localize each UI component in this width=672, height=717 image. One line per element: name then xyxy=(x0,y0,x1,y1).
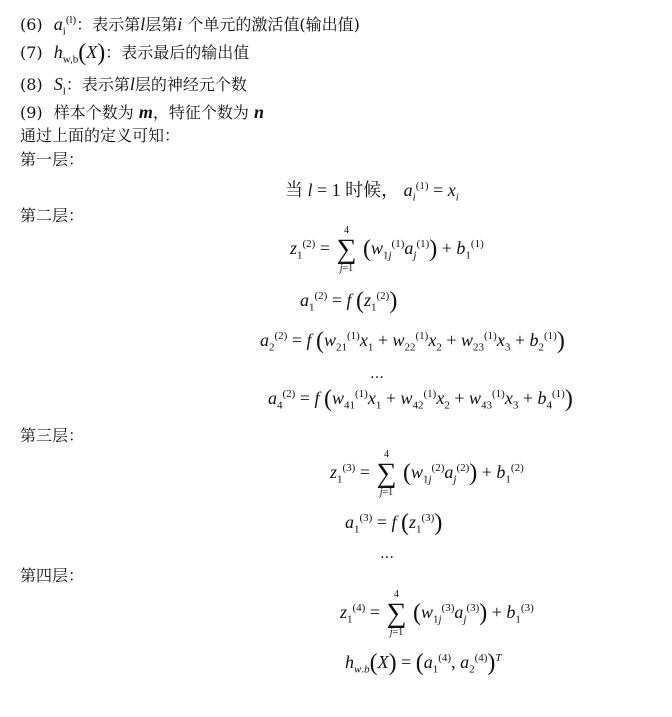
definition-6 xyxy=(20,10,360,42)
definition-number: (8) xyxy=(20,75,43,94)
definition-text: ：表示第l层的神经元个数 xyxy=(65,74,247,94)
layer4-heading: 第四层： xyxy=(20,566,85,585)
layer4-z1-equation: $z_1^{(4)}$ = 4 ∑ j=1 $(w_{1j}^{(3)}a_j^{(3)}) + b_1^{(3)}$ xyxy=(340,589,534,638)
activation-symbol: $a_i^{(l)}$ xyxy=(53,14,77,38)
layer1-heading: 第一层： xyxy=(20,150,85,169)
layer2-heading: 第二层： xyxy=(20,206,85,225)
layer2-z1-equation: $z_1^{(2)}$ = 4 ∑ j=1 $(w_{1j}^{(1)}a_j^{(1)}) + b_1^{(1)}$ xyxy=(290,225,484,274)
layer3-a1-equation: $a_1^{(3)} = f$ $(z_1^{(3)})$ xyxy=(345,510,443,536)
definition-number: (7) xyxy=(20,43,43,62)
layer2-a2-equation: $a_2^{(2)} = f$ $(w_{21}^{(1)}x_1 + w_{22}^{(1)}x_2 + w_{23}^{(1)}x_3 + b_2^{(1)})$ xyxy=(260,328,565,354)
sum-symbol: 4 ∑ j=1 xyxy=(376,449,397,498)
layer1-equation: 当 l = 1 时候， $a_i^{(1)} = x_i$ xyxy=(285,180,459,204)
layer2-a1-equation: $a_1^{(2)} = f$ $(z_1^{(2)})$ xyxy=(300,288,398,314)
layer3-z1-equation: $z_1^{(3)}$ = 4 ∑ j=1 $(w_{1j}^{(2)}a_j^{(2)}) + b_1^{(2)}$ xyxy=(330,449,524,498)
definition-text: 样本个数为 m，特征个数为 n xyxy=(53,102,264,122)
definition-text: ：表示第l层第i 个单元的激活值(输出值) xyxy=(76,14,360,34)
definition-number: (6) xyxy=(20,15,43,34)
layer2-a4-equation: $a_4^{(2)} = f$ $(w_{41}^{(1)}x_1 + w_{42}^{(1)}x_2 + w_{43}^{(1)}x_3 + b_4^{(1)})$ xyxy=(268,386,573,412)
definition-7 xyxy=(20,42,249,70)
output-symbol: $h_{w,b}(X)$ xyxy=(53,40,106,66)
layer4-output-equation: $h_{w.b}(X) = (a_1^{(4)}$, $a_2^{(4)})^T$ xyxy=(345,650,502,676)
definition-8 xyxy=(20,74,247,102)
definition-number: (9) xyxy=(20,103,43,122)
sum-symbol: 4 ∑ j=1 xyxy=(336,225,357,274)
ellipsis: … xyxy=(380,546,394,562)
layer3-heading: 第三层： xyxy=(20,426,85,445)
ellipsis: … xyxy=(370,366,384,382)
sum-symbol: 4 ∑ j=1 xyxy=(386,589,407,638)
intro-text: 通过上面的定义可知： xyxy=(20,126,181,145)
neuron-count-symbol: $S_l$ xyxy=(53,74,66,98)
definition-text: ：表示最后的输出值 xyxy=(105,43,250,62)
definition-9 xyxy=(20,102,264,123)
